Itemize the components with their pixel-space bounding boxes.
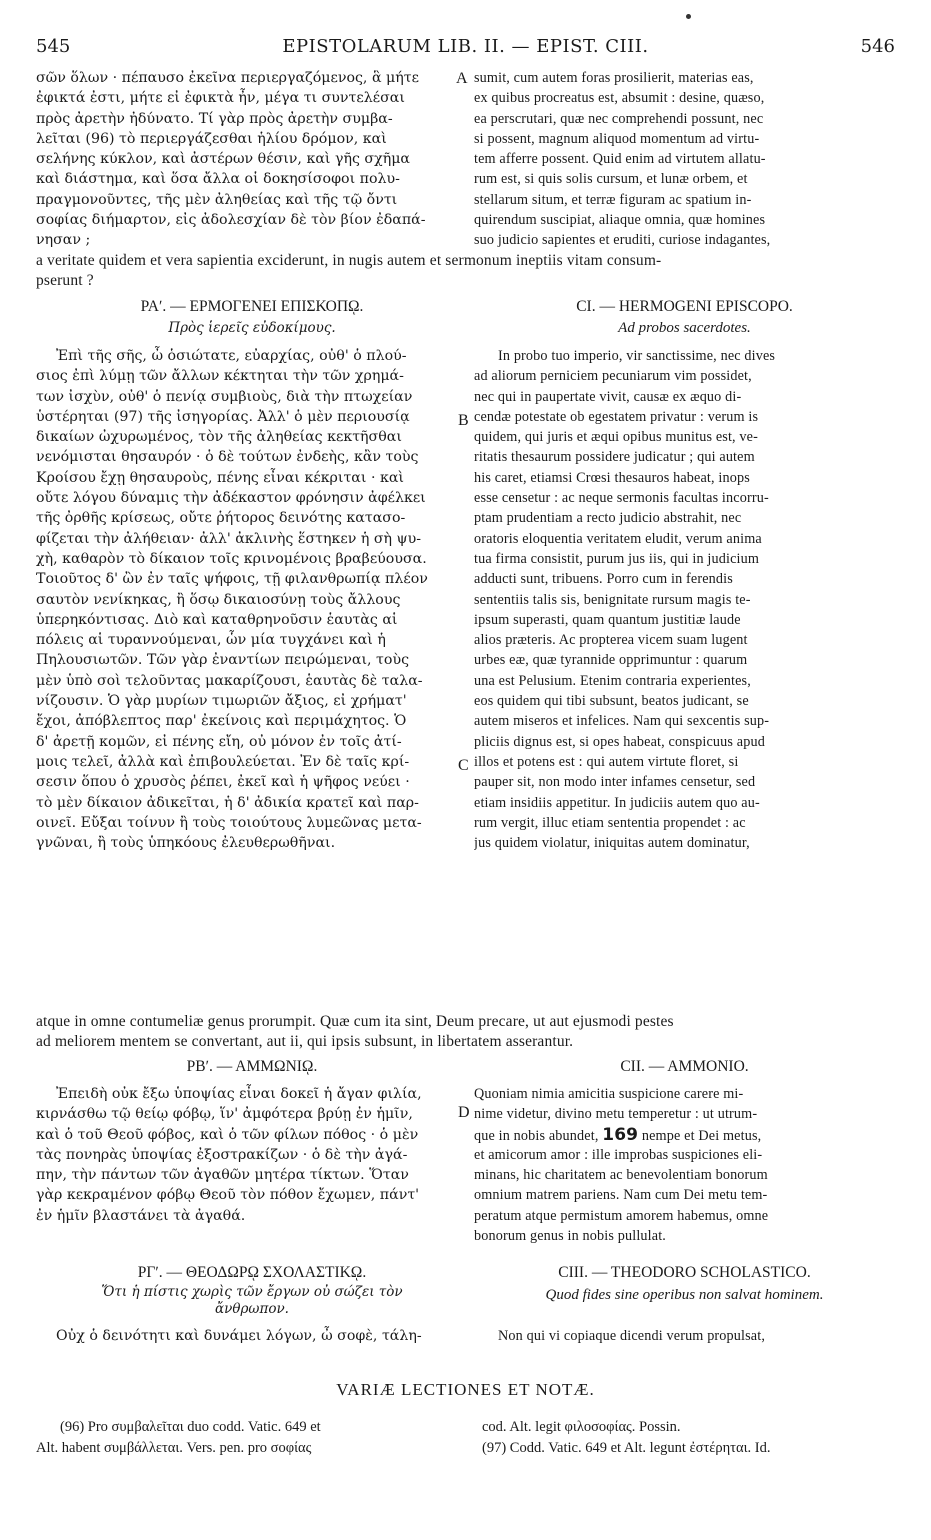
note-line: cod. Alt. legit φιλοσοφίας. Possin. (482, 1419, 681, 1435)
text-line: σεσιν ὅπου ὁ χρυσὸς ῥέπει, ἐκεῖ καὶ ἡ ψῆφος νεύει · (36, 774, 410, 791)
text-line: una est Pelusium. Etenim contraria experientes, (474, 672, 751, 689)
text-line: πρὸς ἀρετὴν ἠδύνατο. Τί γὰρ πρὸς ἀρετὴν συμβα- (36, 110, 393, 127)
text-line: ex quibus procreatus est, absumit : desine, quæso, (474, 90, 765, 107)
text-line: illos et potens est : qui autem virtute floret, si (474, 753, 739, 770)
text-line: esse censetur : ac neque sermonis facultas incorru- (474, 490, 769, 507)
text-line: οὔτε λόγου δύναμις τὴν ἀδέκαστον φρόνησιν ἀφέλκει (36, 490, 426, 507)
note-line: (97) Codd. Vatic. 649 et Alt. legunt ἐστέρηται. Id. (482, 1439, 771, 1456)
page-number-left: 545 (36, 36, 71, 57)
text-line: pliciis dignus est, si opes habeat, conspicuus apud (474, 733, 765, 750)
text-line: νησαν ; (36, 232, 91, 249)
text-line: eos quidem qui tibi subsunt, beatos judicant, se (474, 693, 749, 710)
text-line: των ἰσχὺν, οὐθ' ὁ πενίᾳ συμβιοὺς, διὰ τὴν πτωχείαν (36, 388, 413, 405)
latin-column-101 (474, 346, 895, 853)
latin-top-fullwidth (36, 251, 895, 292)
subtitle-line: Ὅτι ἡ πίστις χωρὶς τῶν ἔργων οὐ σώζει τὸν (101, 1284, 403, 1300)
text-line: atque in omne contumeliæ genus prorumpit. Quæ cum ita sint, Deum precare, ut aut ejusmodi pestes (36, 1013, 674, 1030)
text-line: καὶ διάστημα, καὶ ὅσα ἄλλα οἱ δοκησίσοφοι πολυ- (36, 171, 400, 188)
text-line: nime videtur, divino metu temperetur : ut utrum- (474, 1106, 758, 1123)
ink-dot (686, 14, 691, 19)
text-line: urbes eæ, quæ tyrannide opprimuntur : quarum (474, 652, 748, 669)
text-line: his caret, etiamsi Crœsi thesauros habeat, inops (474, 469, 750, 486)
text-fragment: nempe et Dei metus, (641, 1127, 762, 1144)
text-line: σῶν ὅλων · πέπαυσο ἐκεῖνα περιεργαζόμενος, ἃ μήτε (36, 70, 419, 86)
text-line: δικαίων ὠχυρωμένος, τὸν τῆς ἀληθείας κεκτῆσθαι (36, 429, 402, 446)
text-line: ἔχοι, ἀπόβλεπτος παρ' ἐκείνοις καὶ περιμάχητος. Ὁ (36, 713, 407, 730)
greek-title-103: ΡΓʹ. — ΘΕΟΔΩΡῼ ΣΧΟΛΑΣΤΙΚῼ. (137, 1264, 367, 1281)
text-line: pauper sit, non modo inter infames censetur, sed (474, 774, 756, 791)
text-line: sumit, cum autem foras prosilierit, materias eas, (474, 70, 754, 86)
text-line: ὑπερηκόντισας. Διὸ καὶ καταθρηνοῦσιν ἑαυτὰς αἱ (36, 611, 398, 628)
text-line: σιος ἐπὶ λύμῃ τῶν ἄλλων κέκτηται τὴν τῶν χρημά- (36, 368, 404, 385)
text-line: minans, hic charitatem ac benevolentiam bonorum (474, 1167, 768, 1184)
greek-column-103 (36, 1326, 468, 1346)
running-header (36, 36, 895, 60)
text-line: νίζουσιν. Ὁ γὰρ μυρίων τιμωριῶν ἄξιος, εἰ χρήματ' (36, 693, 407, 710)
latin-subtitle-101: Ad probos sacerdotes. (618, 320, 751, 336)
greek-subtitle-101: Πρὸς ἱερεῖς εὐδοκίμους. (168, 320, 336, 336)
page-number-right: 546 (860, 36, 895, 57)
text-line: bonorum genus in nobis pullulat. (474, 1228, 666, 1245)
latin-column-102 (474, 1084, 895, 1246)
text-line: etiam insidiis appetitur. In judiciis autem quo au- (474, 794, 760, 811)
latin-title-102: CII. — AMMONIO. (620, 1058, 749, 1075)
text-line: σελήνης κύκλον, καὶ ἀστέρων θέσιν, καὶ γῆς σχῆμα (36, 151, 410, 168)
text-line: τῆς ὀρθῆς κρίσεως, οὔτε ῥήτορος δεινότης κατασο- (36, 510, 406, 527)
notes-left (36, 1417, 468, 1458)
text-line: suo judicio sapientes et eruditi, curiose indagantes, (474, 232, 771, 249)
text-line: Quoniam nimia amicitia suspicione carere mi- (474, 1086, 744, 1102)
text-line: γνῶναι, ἢ τοὺς ὑπηκόους ἐλευθερωθῆναι. (36, 835, 336, 852)
text-line: δ' ἀρετῇ κομῶν, εἰ πένης εἴη, οὐ μόνον ἐν τοῖς ἀτί- (36, 733, 402, 750)
latin-column-top (474, 68, 895, 251)
text-line: ὑστέρηται (97) τῆς ἰσηγορίας. Ἀλλ' ὁ μὲν περιουσίᾳ (36, 408, 410, 425)
text-line: πόλεις αἱ τυραννούμεναι, ὧν μία τυγχάνει καὶ ἡ (36, 632, 386, 649)
text-line: ritatis thesaurum possidere judicatur ; qui autem (474, 449, 755, 466)
text-line: sententiis talis sis, benignitate rursum magis te- (474, 591, 751, 608)
text-line: ἐφικτά ἐστι, μήτε εἰ ἐφικτὰ ἦν, μέγα τι συντελέσαι (36, 90, 405, 107)
latin-subtitle-103: Quod fides sine operibus non salvat hominem. (545, 1287, 824, 1303)
notes-right (482, 1417, 895, 1458)
latin-title-103: CIII. — THEODORO SCHOLASTICO. (558, 1264, 811, 1281)
greek-column-top (36, 68, 468, 251)
text-line: Ἐπειδὴ οὐκ ἔξω ὑποψίας εἶναι δοκεῖ ἡ ἄγαν φιλία, (56, 1086, 422, 1102)
text-line: oratoris eloquentia veritatem eludit, verum anima (474, 530, 762, 547)
note-line: (96) Pro συμβαλεῖται duo codd. Vatic. 649 et (60, 1419, 321, 1435)
text-line: pserunt ? (36, 272, 94, 290)
margin-marker-a: A (456, 70, 468, 87)
text-line: cendæ potestate ob egestatem privatur : verum is (474, 408, 759, 425)
greek-column-101 (36, 346, 468, 853)
text-line: Πηλουσιωτῶν. Τῶν γὰρ ἐναντίων πειρώμεναι, τοὺς (36, 652, 410, 669)
greek-subtitle-103 (36, 1284, 468, 1318)
text-line: ptam prudentiam a recto judicio abstrahit, nec (474, 510, 742, 527)
text-line: omnium matrem pariens. Nam cum Dei metu tem- (474, 1187, 768, 1204)
text-line: quirendum suscipiat, aliaque omnia, quæ homines (474, 212, 766, 229)
text-line (474, 1125, 895, 1145)
text-line: alios præteris. Ac propterea vicem suam lugent (474, 632, 748, 649)
text-line: Τοιοῦτος δ' ὢν ἐν ταῖς ψήφοις, τῇ φιλανθρωπίᾳ πλέον (36, 571, 428, 588)
text-line: πην, τὴν πάντων τῶν ἀγαθῶν μητέρα τίκτων. Ὅταν (36, 1167, 409, 1184)
column-number: 169 (602, 1124, 639, 1145)
latin-column-103 (474, 1326, 895, 1346)
subtitle-line: ἄνθρωπον. (215, 1301, 289, 1317)
text-line: autem miseros et infelices. Nam qui sexcentis sup- (474, 713, 770, 730)
text-line: κιρνάσθω τῷ θείῳ φόβῳ, ἵν' ἀμφότερα βρύῃ ἐν ἡμῖν, (36, 1106, 413, 1123)
margin-marker-c: C (458, 757, 469, 774)
text-line: Οὐχ ὁ δεινότητι καὶ δυνάμει λόγων, ὦ σοφὲ, τάλη- (56, 1328, 422, 1344)
text-line: λεῖται (96) τὸ περιεργάζεσθαι ἡλίου δρόμον, καὶ (36, 130, 387, 147)
text-line: φίζεται τὴν ἀλήθειαν· ἀλλ' ἀκλινὴς ἕστηκεν ἡ σὴ ψυ- (36, 530, 422, 547)
greek-title-102: ΡΒʹ. — ΑΜΜΩΝΙῼ. (186, 1058, 318, 1075)
latin-101-fullwidth (36, 1012, 895, 1053)
text-line: καὶ ὁ τοῦ Θεοῦ φόβος, καὶ ὁ τῶν φίλων πόθος · ὁ μὲν (36, 1126, 419, 1143)
text-line: quidem, qui juris et æqui opibus munitus est, ve- (474, 429, 758, 446)
text-line: rum est, si quis solis cursum, et lunæ orbem, et (474, 171, 748, 188)
text-line: si possent, magnum aliquod momentum ad virtu- (474, 130, 760, 147)
text-line: ad aliorum perniciem pecuniarum vim possidet, (474, 368, 752, 385)
text-line: nec qui in paupertate vivit, causæ ex æquo di- (474, 388, 742, 405)
note-line: Alt. habent συμβάλλεται. Vers. pen. pro σοφίας (36, 1439, 312, 1456)
text-line: τὰς πονηρὰς ὑποψίας ἐξοστρακίζων · ὁ δὲ τὴν ἀγά- (36, 1146, 408, 1163)
text-line: οινεῖ. Εὔξαι τοίνυν ἢ τοὺς τοιούτους λυμεῶνας μετα- (36, 814, 422, 831)
text-line: μὲν ὑπὸ σοὶ τελοῦντας μακαρίζουσι, ἑαυτὰς δὲ ταλα- (36, 672, 423, 689)
text-line: ad meliorem mentem se convertant, aut ii, qui ipsis subsunt, in libertatem asserantur. (36, 1033, 574, 1051)
text-line: ipsum superasti, quam quantum justitiæ laude (474, 611, 741, 628)
text-line: ἐν ἡμῖν βλαστάνει τὰ ἀγαθά. (36, 1207, 246, 1224)
text-line: adducti sunt, tribuens. Porro cum in ferendis (474, 571, 733, 588)
text-line: tua firma consistit, purum jus iis, qui in judicium (474, 550, 760, 567)
text-line: rum vergit, illuc etiam sententia propendet : ac (474, 814, 746, 831)
text-line: τὸ μὲν δίκαιον ἀδικεῖται, ἡ δ' ἀδικία κρατεῖ καὶ παρ- (36, 794, 419, 811)
greek-title-101: ΡΑʹ. — ΕΡΜΟΓΕΝΕΙ ΕΠΙΣΚΟΠῼ. (140, 298, 364, 315)
text-line: σοφίας διήμαρτον, εἰς ἀδολεσχίαν δὲ τὸν βίον ἐδαπά- (36, 212, 426, 229)
text-line: χὴ, καθαρὸν τὸ δίκαιον τοῖς κρινομένοις βραβεύουσα. (36, 550, 427, 567)
text-line: peratum atque permistum amorem habemus, omne (474, 1207, 769, 1224)
text-fragment: que in nobis abundet, (474, 1127, 599, 1144)
text-line: Ἐπὶ τῆς σῆς, ὦ ὁσιώτατε, εὐαρχίας, οὐθ' ὁ πλού- (56, 348, 407, 364)
text-line: a veritate quidem et vera sapientia exciderunt, in nugis autem et sermonum ineptiis vitam consum- (36, 252, 662, 269)
text-line: In probo tuo imperio, vir sanctissime, nec dives (498, 348, 776, 364)
text-line: et amicorum amor : ille improbas suspiciones eli- (474, 1146, 763, 1163)
text-line: μοις τελεῖ, ἀλλὰ καὶ ἐπιβουλεύεται. Ἐν δὲ ταῖς κρί- (36, 753, 410, 770)
text-line: νενόμισται θησαυρόν · ὁ δὲ τούτων ἐνδεὴς, κἂν τοὺς (36, 449, 419, 466)
greek-column-102 (36, 1084, 468, 1226)
text-line: ea perscrutari, quæ nec comprehendi possunt, nec (474, 110, 764, 127)
text-line: jus quidem violatur, iniquitas autem dominatur, (474, 835, 750, 852)
text-line: γὰρ κεκραμένον φόβῳ Θεοῦ τὸν πόθον ἔχωμεν, πάντ' (36, 1187, 420, 1204)
text-line: σαυτὸν νενίκηκας, ἢ ὅσῳ δικαιοσύνῃ τοὺς ἄλλους (36, 591, 401, 608)
text-line: stellarum situm, et terræ figuram ac spatium in- (474, 191, 752, 208)
text-line: πραγμονοῦντες, τῆς μὲν ἀληθείας καὶ τῆς τῷ ὄντι (36, 191, 398, 208)
latin-title-101: CI. — HERMOGENI EPISCOPO. (576, 298, 793, 315)
margin-marker-b: B (458, 412, 469, 429)
running-title: EPISTOLARUM LIB. II. — EPIST. CIII. (282, 36, 649, 57)
text-line: Κροίσου ἔχῃ θησαυροὺς, πένης εἶναι κέκριται · καὶ (36, 469, 404, 486)
notes-heading: VARIÆ LECTIONES ET NOTÆ. (336, 1380, 595, 1399)
text-line: Non qui vi copiaque dicendi verum propulsat, (498, 1328, 766, 1344)
text-line: tem afferre possent. Quid enim ad virtutem allatu- (474, 151, 766, 168)
margin-marker-d: D (458, 1104, 470, 1121)
